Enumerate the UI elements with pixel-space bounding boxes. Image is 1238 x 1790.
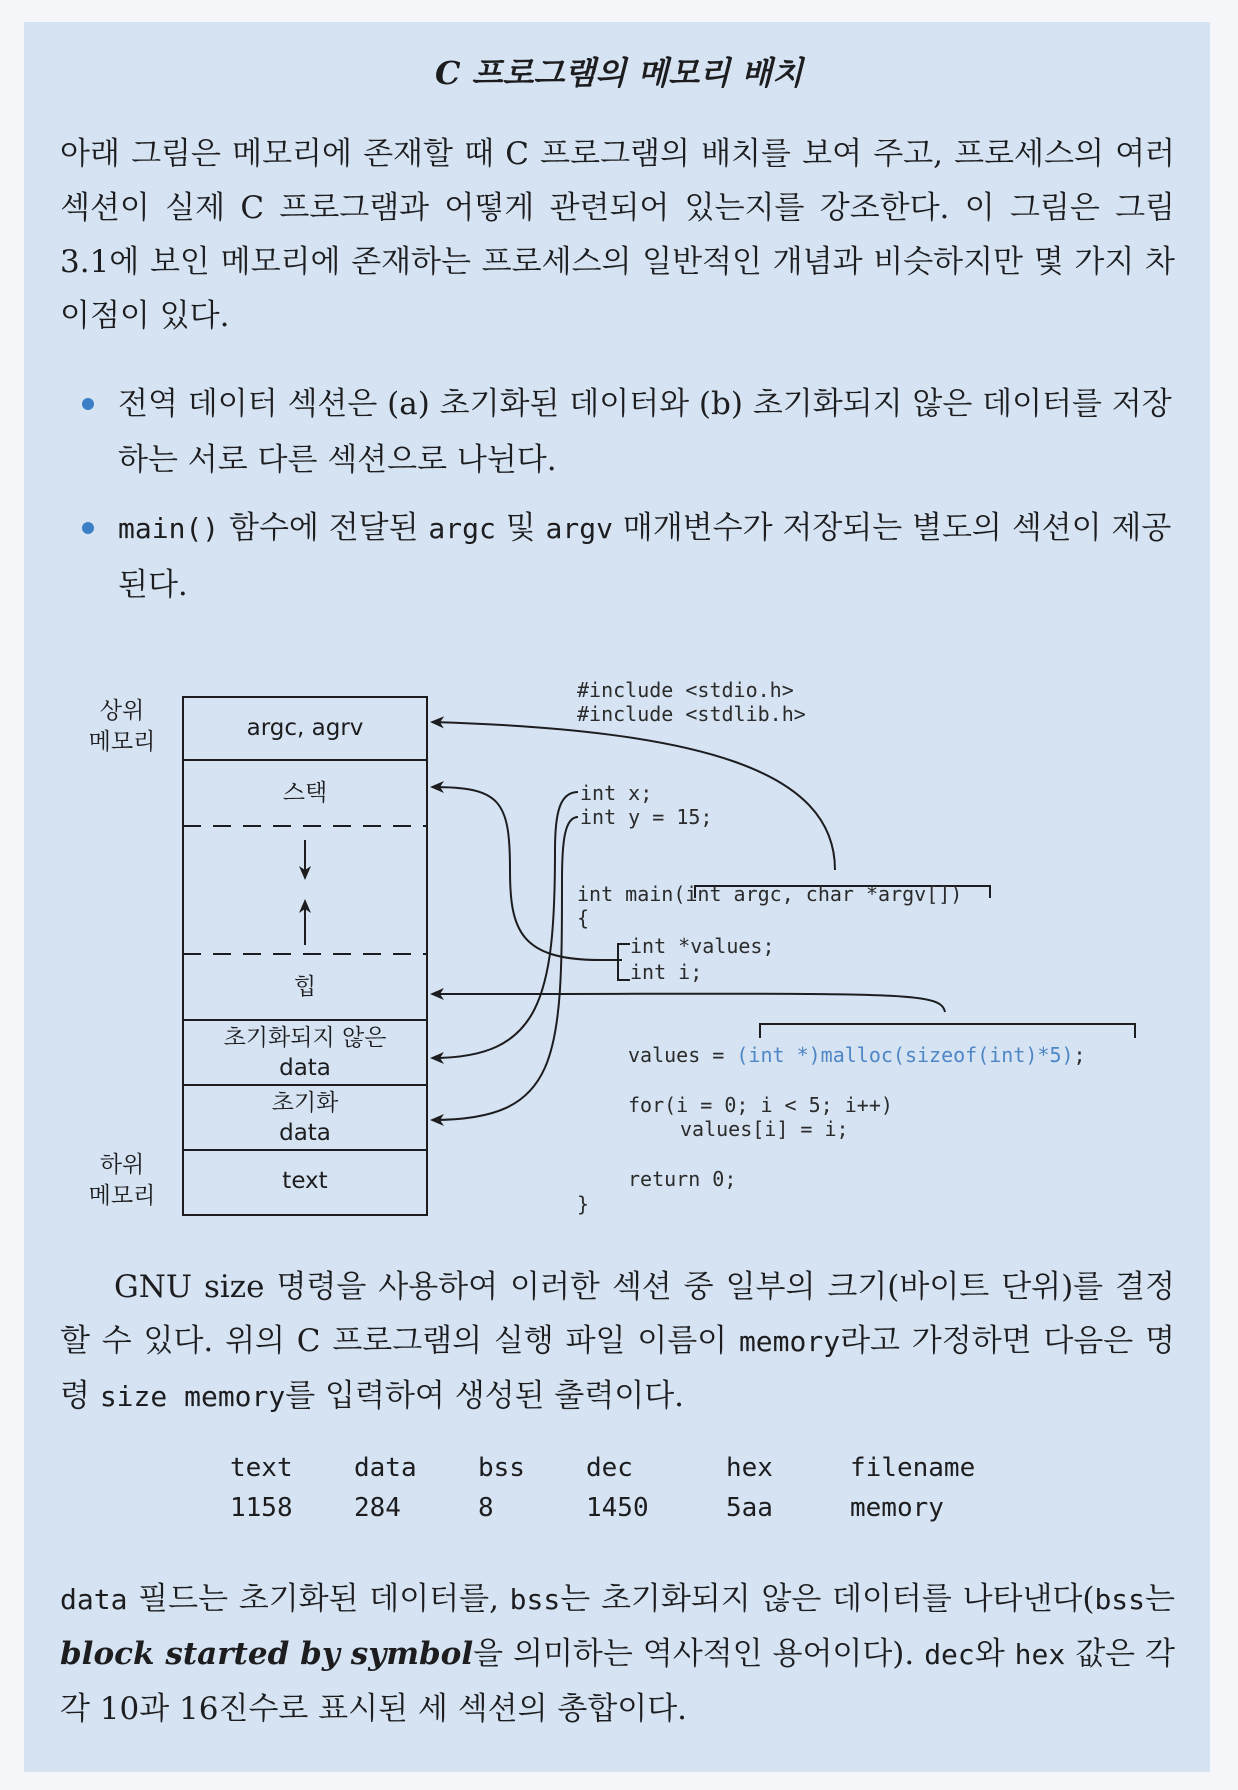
high-memory-label: 상위 메모리: [88, 698, 156, 755]
code-main: main(): [118, 512, 220, 545]
size-output-table: [230, 1448, 975, 1528]
intro-paragraph: 아래 그림은 메모리에 존재할 때 C 프로그램의 배치를 보여 주고, 프로세스의 여러 섹션이 실제 C 프로그램과 어떻게 관련되어 있는지를 강조한다. 이 그림은 그림 3.1에 보인 메모리에 존재하는 프로세스의 일반적인 개념과 비슷하지만 몇 가지 차이점이 있다.: [60, 136, 1175, 334]
code-line: {: [577, 906, 590, 930]
segment-text: text: [282, 1168, 328, 1194]
segment-data: 초기화 data: [271, 1090, 339, 1146]
code-line: }: [577, 1192, 590, 1216]
code-line: #include <stdio.h>: [577, 678, 794, 702]
bullet-args-section: main() 함수에 전달된 argc 및 argv 매개변수가 저장되는 별도의 섹션이 제공된다.: [80, 500, 1178, 613]
size-paragraph: GNU size 명령을 사용하여 이러한 섹션 중 일부의 크기(바이트 단위)를 결정할 수 있다. 위의 C 프로그램의 실행 파일 이름이 memory라고 가정하면 다음은 명령 size memory를 입력하여 생성된 출력이다.: [60, 1269, 1175, 1414]
code-line-values: int *values;: [630, 934, 775, 958]
table-header-row: text data bss dec hex filename: [230, 1453, 976, 1483]
section-title: C 프로그램의 메모리 배치: [434, 54, 803, 92]
code-line-malloc: values = (int *)malloc(sizeof(int)*5);: [628, 1043, 1086, 1067]
bss-paragraph: data 필드는 초기화된 데이터를, bss는 초기화되지 않은 데이터를 나타낸다(bss는 block started by symbol을 의미하는 역사적인 용어이다). dec와 hex 값은 각각 10과 16진수로 표시된 세 섹션의 총합이다.: [60, 1581, 1175, 1727]
code-line-return: return 0;: [628, 1167, 737, 1191]
code-line-main: int main(int argc, char *argv[]): [577, 882, 963, 906]
segment-args: argc, agrv: [246, 715, 364, 741]
code-line-int-y: int y = 15;: [580, 805, 713, 829]
code-line-for: for(i = 0; i < 5; i++): [628, 1093, 893, 1117]
code-line-assign: values[i] = i;: [680, 1117, 849, 1141]
table-row: 1158 284 8 1450 5aa memory: [230, 1493, 944, 1523]
code-argc: argc: [428, 512, 496, 545]
bullet-global-data: 전역 데이터 섹션은 (a) 초기화된 데이터와 (b) 초기화되지 않은 데이터를 저장하는 서로 다른 섹션으로 나뉜다.: [80, 376, 1178, 488]
segment-stack: 스택: [282, 780, 328, 806]
low-memory-label: 하위 메모리: [88, 1152, 156, 1209]
code-argv: argv: [545, 512, 613, 545]
code-line-i: int i;: [630, 960, 703, 984]
segment-bss: 초기화되지 않은 data: [223, 1025, 387, 1081]
segment-heap: 힙: [293, 974, 317, 1000]
code-line: #include <stdlib.h>: [577, 702, 806, 726]
code-line-int-x: int x;: [580, 781, 653, 805]
